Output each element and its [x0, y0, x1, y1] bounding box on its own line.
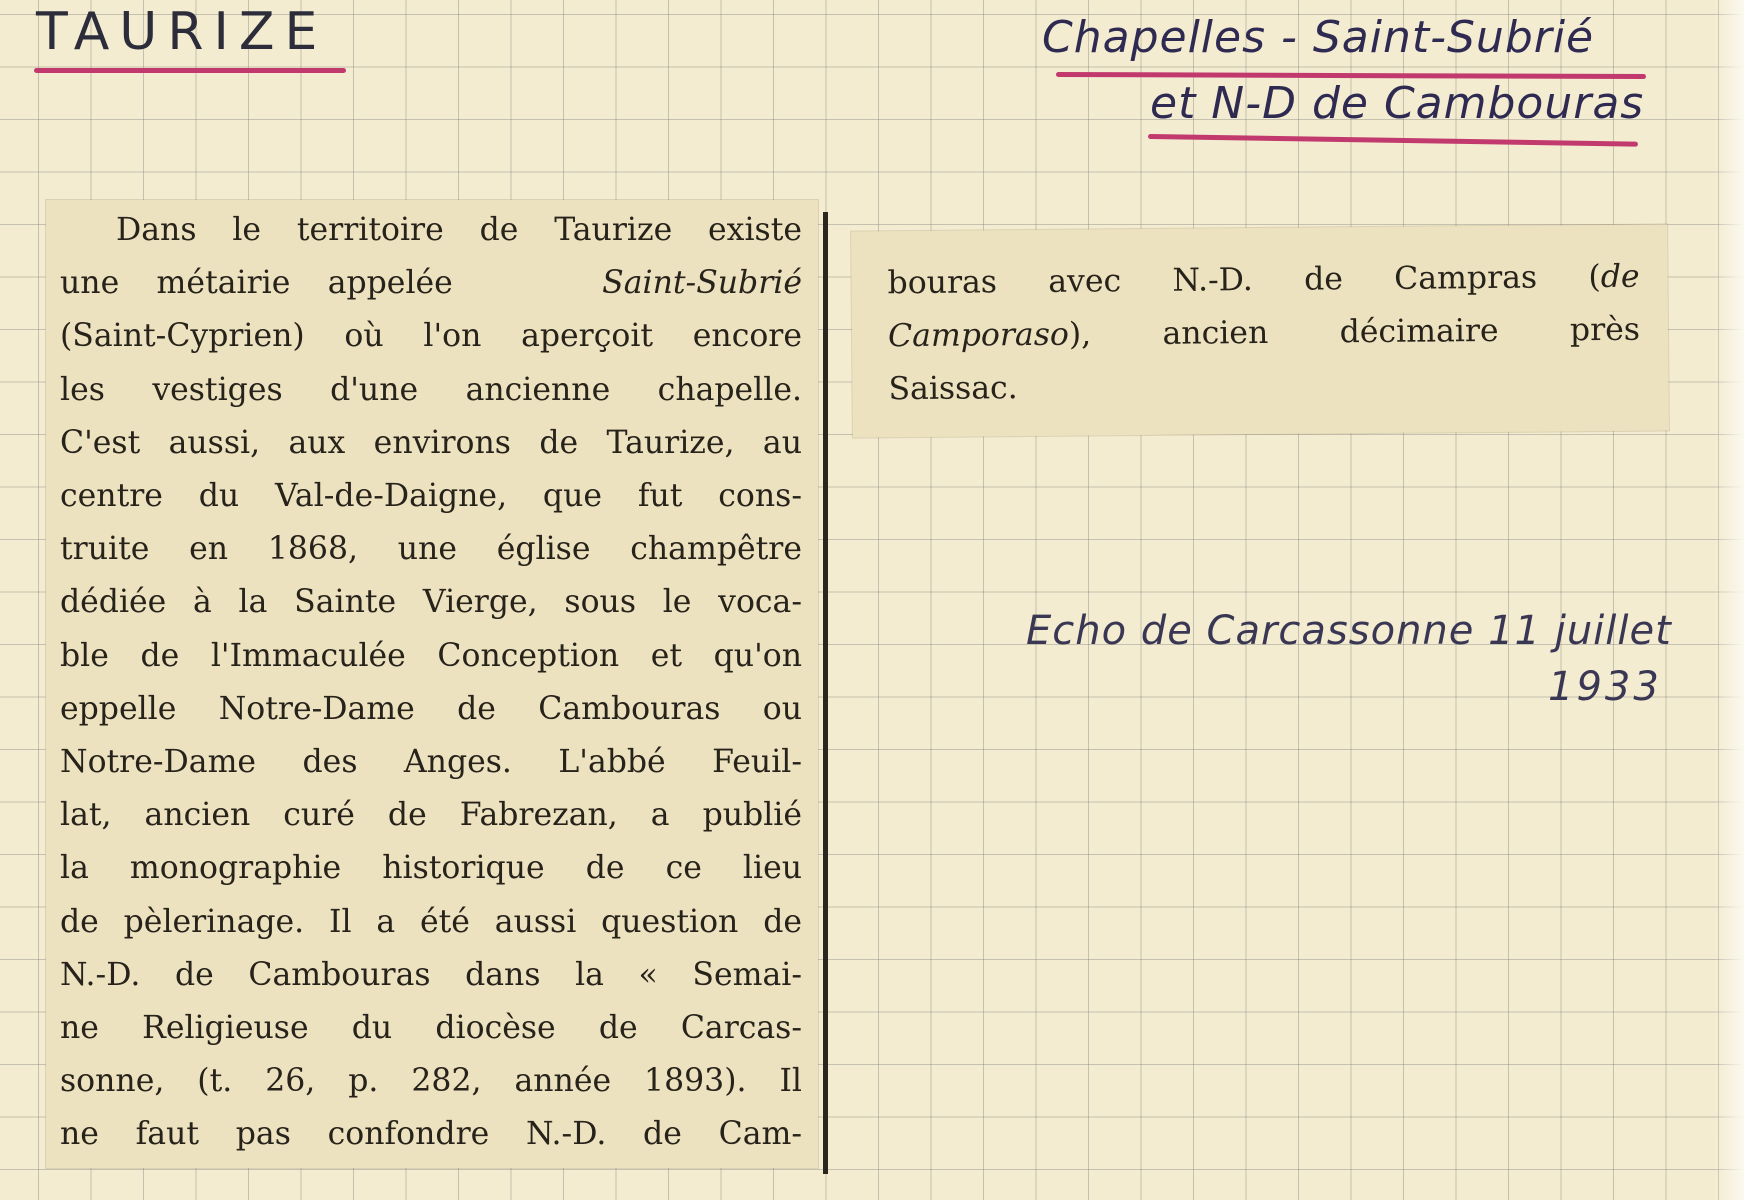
clipping-line: C'est aussi, aux environs de Taurize, au: [60, 424, 802, 461]
clipping-line: N.-D. de Cambouras dans la « Semai-: [60, 956, 802, 993]
heading-taurize: TAURIZE: [36, 2, 328, 62]
heading-taurize-underline: [34, 68, 346, 73]
clipping-line: une métairie appelée Saint-Subrié: [60, 265, 802, 302]
heading-chapelles: Chapelles - Saint-Subrié: [1042, 12, 1595, 63]
clipping-line: Notre-Dame des Anges. L'abbé Feuil-: [60, 744, 802, 781]
clipping-line: bouras avec N.-D. de Campras (de: [887, 258, 1640, 302]
clipping-line: de pèlerinage. Il a été aussi question de: [60, 903, 802, 940]
clipping-line: truite en 1868, une église champêtre: [60, 531, 802, 568]
page-edge: [1714, 0, 1744, 1200]
heading-cambouras: et N-D de Cambouras: [1150, 78, 1645, 129]
clipping-line: ble de l'Immaculée Conception et qu'on: [60, 637, 802, 674]
clipping-line: dédiée à la Sainte Vierge, sous le voca-: [60, 584, 802, 621]
clipping-line: ne Religieuse du diocèse de Carcas-: [60, 1010, 802, 1047]
column-rule: [823, 212, 828, 1174]
clipping-line: eppelle Notre-Dame de Cambouras ou: [60, 690, 802, 727]
clipping-left-text: [60, 204, 802, 1162]
heading-cambouras-underline: [1148, 134, 1638, 147]
clipping-line: Dans le territoire de Taurize existe: [116, 212, 802, 248]
source-note-year: 1933: [1548, 664, 1662, 710]
clipping-line: la monographie historique de ce lieu: [60, 850, 802, 887]
clipping-line: Camporaso), ancien décimaire près: [887, 311, 1641, 355]
clipping-line: centre du Val-de-Daigne, que fut cons-: [60, 478, 802, 515]
clipping-right-text: [887, 251, 1640, 417]
clipping-line: lat, ancien curé de Fabrezan, a publié: [60, 797, 802, 834]
clipping-line: (Saint-Cyprien) où l'on aperçoit encore: [60, 318, 802, 355]
clipping-line: Saissac.: [888, 370, 1018, 408]
newspaper-clipping-right: [851, 224, 1669, 437]
clipping-line: ne faut pas confondre N.-D. de Cam-: [60, 1116, 802, 1153]
clipping-line: les vestiges d'une ancienne chapelle.: [60, 371, 802, 408]
clipping-line: sonne, (t. 26, p. 282, année 1893). Il: [60, 1063, 802, 1100]
newspaper-clipping-left: [46, 200, 818, 1168]
source-note: Echo de Carcassonne 11 juillet: [1026, 608, 1672, 654]
